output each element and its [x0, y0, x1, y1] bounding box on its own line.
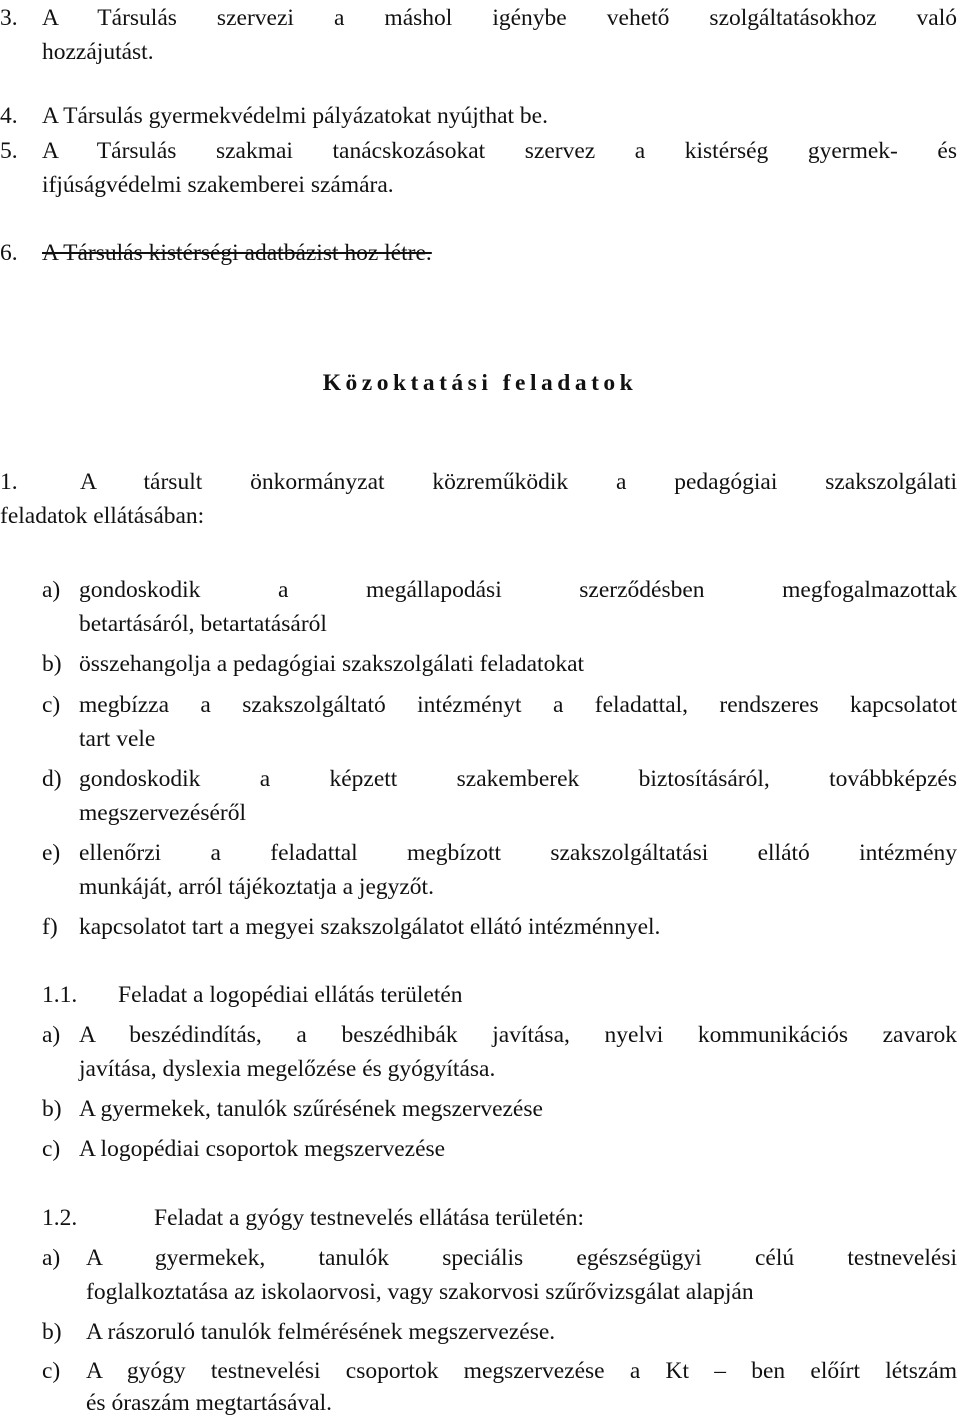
list-text-line1: A Társulás szervezi a máshol igénybe vehető szolgáltatásokhoz való: [42, 5, 957, 31]
list-text-struck: A Társulás kistérségi adatbázist hoz létre.: [42, 240, 432, 266]
sub-label: b): [42, 1096, 62, 1122]
subsection-number: 1.2.: [42, 1205, 78, 1231]
sub-label: f): [42, 914, 58, 940]
sub-text-line2: megszervezéséről: [79, 800, 247, 826]
sub-label: c): [42, 1358, 61, 1384]
list-text-line1: A Társulás szakmai tanácskozásokat szervez a kistérség gyermek- és: [42, 138, 957, 164]
sub-text-line1: A gyermekek, tanulók speciális egészségügyi célú testnevelési: [86, 1245, 957, 1271]
list-number: 3.: [0, 5, 18, 31]
sub-text: A logopédiai csoportok megszervezése: [79, 1136, 446, 1162]
sub-text-line1: gondoskodik a megállapodási szerződésben megfogalmazottak: [79, 577, 957, 603]
section-heading: Közoktatási feladatok: [322, 370, 638, 396]
sub-text-line2: foglalkoztatása az iskolaorvosi, vagy szakorvosi szűrővizsgálat alapján: [86, 1279, 754, 1305]
sub-label: c): [42, 1136, 61, 1162]
sub-text: kapcsolatot tart a megyei szakszolgálatot ellátó intézménnyel.: [79, 914, 661, 940]
sub-text-line2: és óraszám megtartásával.: [86, 1390, 332, 1416]
sub-label: a): [42, 1245, 61, 1271]
sub-label: b): [42, 651, 62, 677]
sub-text: összehangolja a pedagógiai szakszolgálati feladatokat: [79, 651, 585, 677]
sub-text-line2: betartásáról, betartatásáról: [79, 611, 327, 637]
sub-text-line2: tart vele: [79, 726, 156, 752]
sub-text-line1: A gyógy testnevelési csoportok megszervezése a Kt – ben előírt létszám: [86, 1358, 957, 1384]
sub-text-line1: megbízza a szakszolgáltató intézményt a feladattal, rendszeres kapcsolatot: [79, 692, 957, 718]
subsection-number: 1.1.: [42, 982, 78, 1008]
sub-text-line1: ellenőrzi a feladattal megbízott szakszolgáltatási ellátó intézmény: [79, 840, 957, 866]
sub-text: A gyermekek, tanulók szűrésének megszervezése: [79, 1096, 543, 1122]
subsection-title: Feladat a logopédiai ellátás területén: [118, 982, 463, 1008]
sub-label: a): [42, 577, 61, 603]
sub-text-line2: munkáját, arról tájékoztatja a jegyzőt.: [79, 874, 434, 900]
sub-text-line2: javítása, dyslexia megelőzése és gyógyítása.: [79, 1056, 496, 1082]
list-text-line2: ifjúságvédelmi szakemberei számára.: [42, 172, 394, 198]
sub-label: b): [42, 1319, 62, 1345]
list-text: A Társulás gyermekvédelmi pályázatokat nyújthat be.: [42, 103, 548, 129]
sub-label: c): [42, 692, 61, 718]
list-number: 6.: [0, 240, 18, 266]
item-text-line2: feladatok ellátásában:: [0, 503, 205, 529]
sub-text-line1: A beszédindítás, a beszédhibák javítása, nyelvi kommunikációs zavarok: [79, 1022, 957, 1048]
sub-label: a): [42, 1022, 61, 1048]
sub-text-line1: gondoskodik a képzett szakemberek biztosításáról, továbbképzés: [79, 766, 957, 792]
item-text-line1: A társult önkormányzat közreműködik a pedagógiai szakszolgálati: [80, 469, 957, 495]
sub-label: e): [42, 840, 61, 866]
subsection-title: Feladat a gyógy testnevelés ellátása területén:: [154, 1205, 585, 1231]
sub-text: A rászoruló tanulók felmérésének megszervezése.: [86, 1319, 556, 1345]
item-number: 1.: [0, 469, 18, 495]
list-number: 4.: [0, 103, 18, 129]
sub-label: d): [42, 766, 62, 792]
list-number: 5.: [0, 138, 18, 164]
list-text-line2: hozzájutást.: [42, 39, 154, 65]
